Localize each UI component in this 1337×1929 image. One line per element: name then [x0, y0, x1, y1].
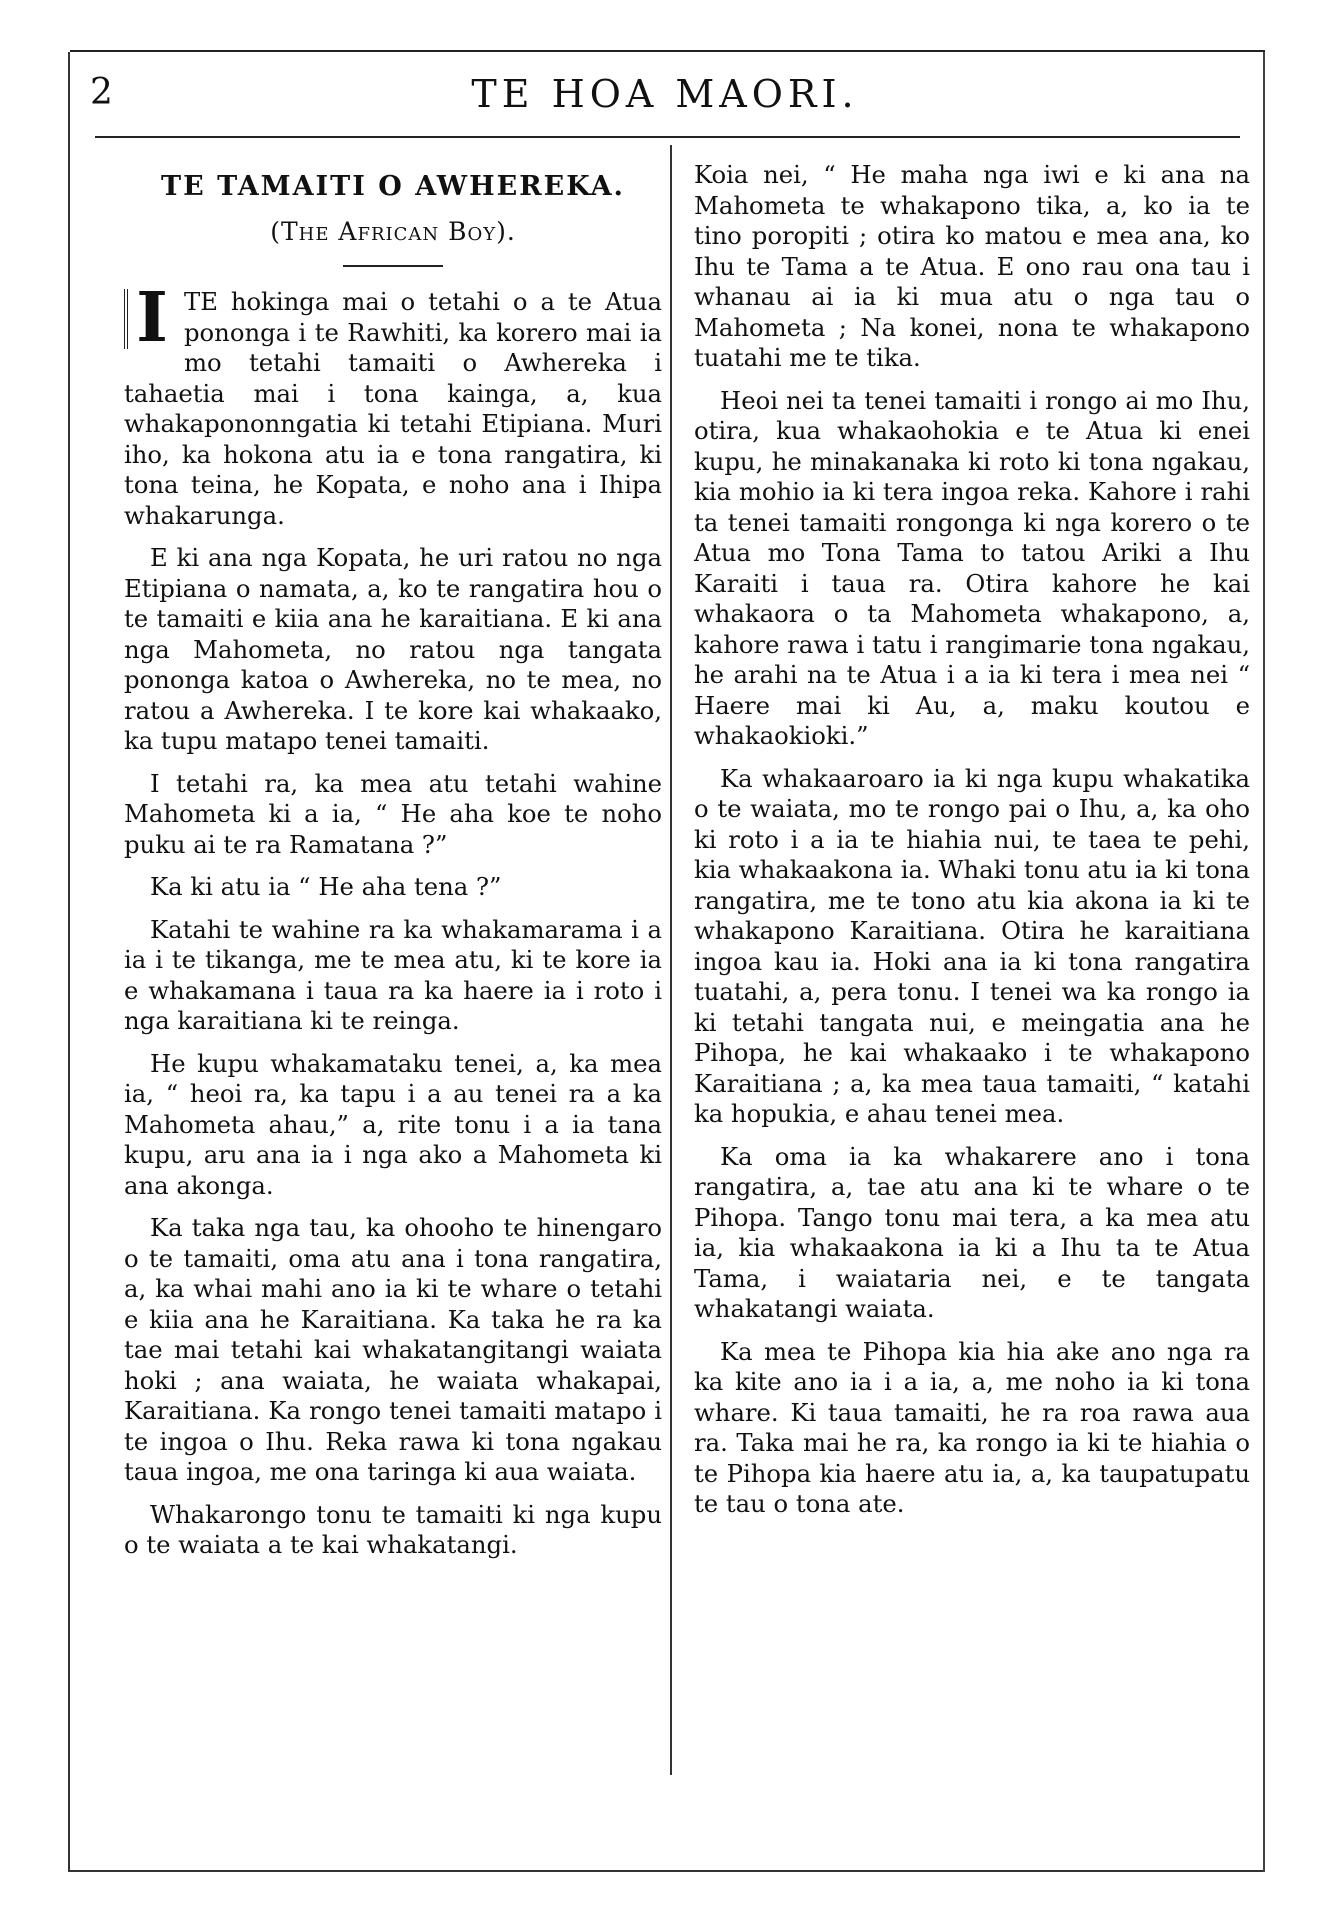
paragraph: Ka taka nga tau, ka ohooho te hinengaro o te tamaiti, oma atu ana i tona rangatira, a, ka whai mahi ano ia ki te whare o tetahi e kiia ana he Karaitiana. Ka taka he ra ka tae mai tetahi kai whakatangitangi waiata hoki ; ana waiata, he waiata whakapai, Karaitiana. Ka rongo tenei tamaiti matapo i te ingoa o Ihu. Reka rawa ki tona ngakau taua ingoa, me ona taringa ki aua waiata.	[124, 1213, 662, 1486]
paragraph: Katahi te wahine ra ka whakamarama i a ia i te tikanga, me te mea atu, ki te kore ia e whakamana i taua ra ka haere ia i roto i nga karaitiana ki te reinga.	[124, 914, 662, 1035]
paragraph-text: TE hokinga mai o tetahi o a te Atua pononga i te Rawhiti, ka korero mai ia mo tetahi tamaiti o Awhereka i tahaetia mai i tona kainga, a, kua whakapononngatia ki tetahi Etipiana. Muri iho, ka hokona atu ia e tona rangatira, ki tona teina, he Kopata, e noho ana i Ihipa whakarunga.	[124, 287, 662, 530]
running-title: TE HOA MAORI.	[471, 72, 859, 116]
paragraph	[124, 278, 662, 531]
dropcap-initial: I	[124, 289, 176, 349]
paragraph: Ka ki atu ia “ He aha tena ?”	[150, 872, 502, 901]
page-header	[70, 72, 1260, 132]
paragraph: Whakarongo tonu te tamaiti ki nga kupu o te waiata a te kai whakatangi.	[124, 1499, 662, 1559]
paragraph: Koia nei, “ He maha nga iwi e ki ana na Mahometa te whakapono tika, a, ko ia te tino poropiti ; otira ko matou e mea ana, ko Ihu te Tama a te Atua. E ono rau ona tau i whanau ai ia ki mua atu o nga tau o Mahometa ; Na konei, nona te whakapono tuatahi me te tika.	[694, 160, 1250, 372]
right-column	[694, 160, 1250, 1532]
left-column	[124, 160, 662, 1573]
paragraph: He kupu whakamataku tenei, a, ka mea ia, “ heoi ra, ka tapu i a au tenei ra a ka Mahometa ahau,” a, rite tonu i a ia tana kupu, aru ana ia i nga ako a Mahometa ki ana akonga.	[124, 1048, 662, 1200]
paragraph: Heoi nei ta tenei tamaiti i rongo ai mo Ihu, otira, kua whakaohokia e te Atua ki enei kupu, he minakanaka ki roto ki tona ngakau, kia mohio ia ki tera ingoa reka. Kahore i rahi ta tenei tamaiti rongonga ki nga korero o te Atua mo Tona Tama to tatou Ariki a Ihu Karaiti i taua ra. Otira kahore he kai whakaora o ta Mahometa whakapono, a, kahore rawa i tatu i rangimarie tona ngakau, he arahi na te Atua i a ia ki tera i mea nei “ Haere mai ki Au, a, maku koutou e whakaokioki.”	[694, 385, 1250, 750]
column-divider	[670, 145, 672, 1775]
article-title: TE TAMAITI O AWHEREKA.	[161, 171, 625, 202]
header-rule	[95, 136, 1240, 138]
page-number: 2	[90, 72, 114, 113]
bottom-border-rule	[70, 1870, 1263, 1872]
right-border-rule	[1263, 52, 1265, 1872]
paragraph: Ka mea te Pihopa kia hia ake ano nga ra ka kite ano ia i a ia, a, me noho ia ki tona whare. Ki taua tamaiti, he ra roa rawa aua ra. Taka mai he ra, ka rongo ia ki te hiahia o te Pihopa kia haere atu ia, a, ka taupatupatu te tau o tona ate.	[694, 1336, 1250, 1518]
paragraph: I tetahi ra, ka mea atu tetahi wahine Mahometa ki a ia, “ He aha koe te noho puku ai te ra Ramatana ?”	[124, 768, 662, 859]
article-subtitle: (The African Boy).	[270, 216, 516, 246]
paragraph: E ki ana nga Kopata, he uri ratou no nga Etipiana o namata, a, ko te rangatira hou o te tamaiti e kiia ana he karaitiana. E ki ana nga Mahometa, no ratou nga tangata pononga katoa o Awhereka, no te mea, no ratou a Awhereka. I te kore kai whakaako, ka tupu matapo tenei tamaiti.	[124, 543, 662, 755]
paragraph: Ka oma ia ka whakarere ano i tona rangatira, a, tae atu ana ki te whare o te Pihopa. Tango tonu mai tera, a ka mea atu ia, kia whakaakona ia ki a Ihu ta te Atua Tama, i waiataria nei, e te tangata whakatangi waiata.	[694, 1141, 1250, 1323]
title-separator	[343, 265, 443, 267]
left-border-rule	[68, 52, 70, 1872]
paragraph: Ka whakaaroaro ia ki nga kupu whakatika o te waiata, mo te rongo pai o Ihu, a, ka oho ki roto i a ia te hiahia nui, te taea te pehi, kia whakaakona ia. Whaki tonu atu ia ki tona rangatira, me te tono atu kia akona ia ki te whakapono Karaitiana. Otira he karaitiana ingoa kau ia. Hoki ana ia ki tona rangatira tuatahi, a, pera tonu. I tenei wa ka rongo ia ki tetahi tangata nui, e meingatia ana he Pihopa, he kai whakaako i te whakapono Karaitiana ; a, ka mea taua tamaiti, “ katahi ka hopukia, e ahau tenei mea.	[694, 763, 1250, 1128]
top-border-rule	[70, 50, 1265, 52]
